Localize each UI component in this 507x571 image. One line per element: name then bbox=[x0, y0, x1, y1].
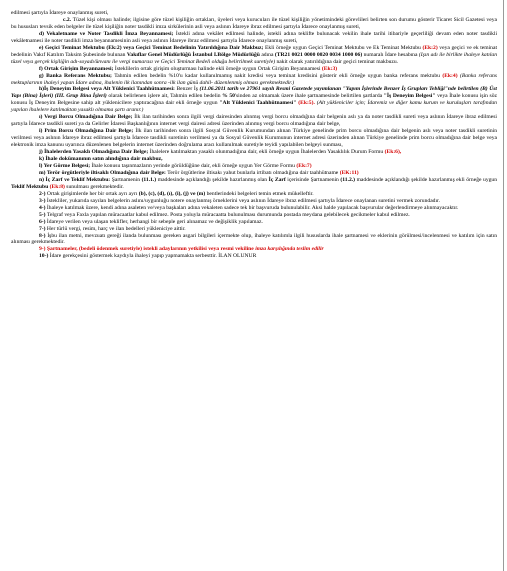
text-segment: Terör örgütlerine iltisakı yahut bunlarla irtibatı olmadığına dair taahhütname bbox=[167, 169, 340, 176]
text-segment: Tüzel kişi olması halinde; ilgisine göre tüzel kişiliğin ortakları, üyeleri veya kurucuları ile tüzel kişiliğin yönetimindeki görevlileri belirten son durumu gösterir Ticaret Sicil Gazetesi veya bu hususları tevsik eden belgeler ile tüzel kişiliğin noter tasdikli imza sirkülerinin asli veya aslının İdareye ibraz edilmesi şartıyla İdarece onaylanmış sureti, bbox=[11, 16, 497, 30]
text-segment: Her türlü vergi, resim, harç ve ilan bedelleri yükleniciye aittir. bbox=[46, 225, 186, 232]
text-segment: (11.1.) bbox=[141, 176, 157, 183]
text-segment: Telgraf veya Faxla yapılan müracaatlar kabul edilmez. Posta yoluyla müracaatta bulunulması durumunda postada meydana gelebilecek gecikmeler kabul edilmez. bbox=[46, 211, 410, 218]
text-segment: (Ek:5). bbox=[298, 100, 315, 107]
text-segment: İşbu ilan metni, mevzuatı gereği ilanda bulunması gereken asgari bilgileri içermekte olup, ihaleye katılımla ilgili hususlarda ihale şartnamesi ve eklerinin görülmesi/incelenmesi ve katılım için satın alınması gerekmektedir. bbox=[11, 232, 497, 246]
text-segment: (Ek:7) bbox=[296, 162, 312, 169]
text-segment: İstekli adına vekâlet edilmesi halinde, istekli adına teklifte bulunacak vekilin ihale tarihi itibariyle geçerliliği devam eden noter tasdikli vekâletnamesi ile noter tasdikli imza beyannamesinin asli veya aslının İdareye ibraz edilmesi şartıyla İdarece onaylanmış sureti, bbox=[11, 30, 497, 44]
text-segment: 9-) Şartnameler, (bedeli ödenmek suretiyle) istekli adaylarının yetkilisi veya resmi vekiline bbox=[39, 246, 256, 253]
text-segment: İlk ilan tarihinden sonra ilgili vergi dairesinden alınmış vergi borcu olmadığına dair belgenin aslı ya da noter tasdikli sureti veya aslının İdareye ibraz edilmesi şartıyla İdarece tasdikli sureti ya da Gelirler İdaresi Başkanlığının internet vergi dairesi adresi üzerinden alınmış vergi borcu olmadığına dair belge, bbox=[11, 114, 497, 128]
text-segment: (b), (c), (d), (ı), (i), (j) ve (m) bbox=[138, 190, 206, 197]
paragraph-l3 bbox=[11, 45, 497, 66]
text-segment: İsteklilerin ortak girişim oluşturması halinde ekli örneğe uygun Ortak Girişim Beyannamesi bbox=[114, 65, 322, 72]
text-segment: Vakıflar Genel Müdürlüğü İstanbul I.Bölge Müdürlüğü bbox=[126, 51, 260, 58]
text-segment: (TR21 0021 0000 0020 0034 1000 06) bbox=[274, 51, 363, 58]
paragraph-l12 bbox=[11, 170, 497, 177]
text-segment: Teklif Mektubu bbox=[11, 183, 49, 190]
text-segment: n) İç Zarf ve Teklif Mektubu: bbox=[39, 176, 112, 183]
paragraph-l13 bbox=[11, 177, 497, 191]
text-segment: İstekliler, yukarıda sayılan belgelerin aslını/uygunluğu notere onaylanmış örneklerini veya aslının İdareye ibraz edilmesi şartıyla İdarece onaylanan suretini vermek zorundadır. bbox=[46, 197, 440, 204]
paragraph-l20 bbox=[11, 233, 497, 247]
text-segment: İç Zarf bbox=[268, 176, 286, 183]
paragraph-l19 bbox=[11, 226, 497, 233]
paragraph-l11 bbox=[11, 163, 497, 170]
text-segment: 10-) bbox=[39, 253, 50, 260]
text-segment: (Ek:2) bbox=[422, 44, 438, 51]
text-segment: c.2. bbox=[63, 16, 73, 23]
text-segment: (EK:11) bbox=[339, 169, 359, 176]
text-segment: (Ek:4) bbox=[442, 72, 458, 79]
paragraph-l16 bbox=[11, 205, 497, 212]
paragraph-l7 bbox=[11, 114, 497, 128]
text-segment: 3-) bbox=[39, 197, 47, 204]
text-segment: 8-) bbox=[39, 232, 48, 239]
text-segment: olarak belirlenen işlere ait, Tahmin edilen bedelin bbox=[106, 93, 223, 100]
text-segment: veya İhale konusu işin söz konusu İş Deneyim Belgesine sahip alt yüklenicilere yaptıracağına dair ekli örneğe uygun bbox=[11, 93, 497, 107]
text-segment: 2-) bbox=[39, 190, 47, 197]
text-segment: edilmesi şartıyla İdareye onaylanmış sureti, bbox=[11, 10, 109, 16]
text-segment: Ekli örneğe uygun Geçici Teminat Mektubu ve Ek Teminat Mektubu bbox=[265, 44, 423, 51]
text-segment: e) Geçici Teminat Mektubu (Ek:2) veya Geçici Teminat Bedelinin Yatırıldığına Dair Makbuz; bbox=[39, 44, 266, 51]
text-segment: İhalelere katılmaktan yasaklı olunmadığına dair, ekli örneğe uygun İhalelerden Yasaklılık Durum Formu bbox=[149, 149, 385, 156]
text-segment: k) İhale dokümanının satın alındığına dair makbuz, bbox=[39, 156, 163, 163]
text-segment: imza karşılığında teslim edilir bbox=[255, 246, 324, 253]
text-segment: veya geçici ve ek teminat bedelinin Vakıf Katılım Taksim Şubesinde bulunan bbox=[11, 44, 497, 58]
text-segment: (11.06.2011 tarih ve 27961 sayılı Resmi Gazetede yayımlanan "Yapım İşlerinde Benzer İş Grupları Tebliği"nde belirtilen (B) Üst Yapı (Bina) İşleri) (III. Grup Bina İşleri) bbox=[11, 86, 497, 100]
text-segment: 5-) bbox=[39, 211, 47, 218]
paragraph-l15 bbox=[11, 198, 497, 205]
page-edge-line bbox=[503, 0, 504, 571]
text-segment: m) Terör örgütleriyle iltisaklı Olmadığına dair Belge: bbox=[39, 169, 168, 176]
text-segment: l) Yer Görme Belgesi; bbox=[39, 162, 92, 169]
text-segment: 'sinden az olmamak üzere ihale şartnamesinde belirtilen şartlarda bbox=[234, 93, 384, 100]
text-segment: adına bbox=[259, 51, 275, 58]
paragraph-l4 bbox=[11, 66, 497, 73]
paragraph-l10 bbox=[11, 156, 497, 163]
text-segment: j) İhalelerden Yasaklı Olmadığına Dair Belge; bbox=[39, 149, 150, 156]
text-segment: İdareye verilen veya ulaşan teklifler, herhangi bir sebeple geri alınamaz ve değişiklik yapılamaz. bbox=[46, 218, 263, 225]
paragraph-l6 bbox=[11, 86, 497, 114]
text-segment: maddesinde açıklandığı şekilde hazırlanmış ekli örneğe uygun bbox=[355, 176, 498, 183]
paragraph-l14 bbox=[11, 191, 497, 198]
paragraph-l1 bbox=[11, 17, 497, 31]
text-segment: İlk ilan tarihinden sonra ilgili Sosyal Güvenlik Kurumundan alınan Türkiye genelinde prim borcu olmadığına dair belgenin aslı veya noter tasdikli suretinin verilmesi veya aslının İdareye ibraz edilmesi şartıyla İdarece tasdikli suretinin verilmesi ya da Sosyal Güvenlik Kurumunun internet adresi üzerinden alınan Türkiye genelinde prim borcu olmadığına dair belge veya elektronik imza kanunu uyarınca düzenlenen belgelerin internet üzerinden doğrulama aracı kullanılmak suretiyle teyidi yapılabilen belgeyi sunması, bbox=[11, 128, 497, 149]
paragraph-l17 bbox=[11, 212, 497, 219]
paragraph-l9 bbox=[11, 149, 497, 156]
text-segment: d) Vekaletname ve Noter Tasdikli İmza Beyannamesi; bbox=[39, 30, 176, 37]
text-segment: sunulması gerekmektedir. bbox=[64, 183, 124, 190]
text-segment: maddesinde açıklandığı şekilde hazırlanmış olan bbox=[156, 176, 269, 183]
text-segment: İhaleye katılmak üzere, kendi adına asaleten ve/veya başkaları adına vekaleten sadece tek bir başvuruda bulunulabilir. Aksi halde yapılacak başvurular değerlendirmeye alınmayacaktır. bbox=[46, 204, 459, 211]
text-segment: % 50 bbox=[222, 93, 235, 100]
text-segment: Ortak girişimlerde her bir ortak ayrı ayrı bbox=[46, 190, 139, 197]
paragraph-l0 bbox=[11, 10, 497, 17]
text-segment: i) Prim Borcu Olmadığına Dair Belge; bbox=[39, 128, 136, 135]
text-segment: (Banka referans mektuplarının ihaleyi yapan İdare adına, ihalenin ilk ilanından sonra -ilk ilan günü dahil- düzenlenmiş olması gerekmektedir.) bbox=[11, 72, 497, 86]
text-segment: (Alt yükleniciler için; İdaremiz ve diğer kamu kurum ve kuruluşları tarafından yapılan ihalelere katılmaktan yasaklı olmama şartı aranır.) bbox=[11, 100, 497, 114]
text-segment: bentlerindeki belgeleri temin etmek mükelleftir. bbox=[205, 190, 314, 197]
text-segment: f) Ortak Girişim Beyannamesi; bbox=[39, 65, 115, 72]
text-segment: Benzer İş bbox=[176, 86, 200, 93]
text-segment: 7-) bbox=[39, 225, 47, 232]
text-segment: içerisinde Şartnamenin bbox=[285, 176, 341, 183]
text-segment: İdare gerekçesini göstermek kaydıyla ihaleyi yapıp yapmamakta serbesttir. İLAN OLUNUR bbox=[49, 253, 257, 260]
text-segment: 4-) bbox=[39, 204, 47, 211]
text-segment: (Işın adı ile birlikte ihaleye katılan tüzel veya gerçek kişiliğin adı-soyadı/ünvanı ile vergi numarası ve Geçici Teminat Bedeli olduğu belirtilmek suretiyle) bbox=[11, 51, 497, 65]
paragraph-l18 bbox=[11, 219, 497, 226]
text-segment: İhale konusu taşınmazların yerinde görüldüğüne dair, ekli örneğe uygun Yer Görme Formu bbox=[91, 162, 297, 169]
text-segment: g) Banka Referans Mektubu; bbox=[39, 72, 115, 79]
paragraph-l2 bbox=[11, 31, 497, 45]
text-segment: numaralı İdare hesabına bbox=[362, 51, 419, 58]
text-segment: nakit olarak yatırıldığına dair geçici teminat makbuzu. bbox=[275, 58, 399, 65]
text-segment: (11.2.) bbox=[340, 176, 356, 183]
text-segment: ı) Vergi Borcu Olmadığına Dair Belge; bbox=[39, 114, 135, 121]
text-segment: (Ek:8) bbox=[49, 183, 65, 190]
text-segment: "Alt Yüklenici Taahhütnamesi" bbox=[219, 100, 297, 107]
paragraph-l22 bbox=[11, 253, 497, 260]
text-segment: Şartnamenin bbox=[111, 176, 142, 183]
paragraph-l8 bbox=[11, 128, 497, 149]
paragraph-l5 bbox=[11, 73, 497, 87]
text-segment: Tahmin edilen bedelin %10'u kadar kullanılmamış nakit kredisi veya teminat kredisini gösterir ekli örneğe uygun banka referans mektubu bbox=[114, 72, 443, 79]
text-segment: (Ek:3) bbox=[321, 65, 338, 72]
tender-announcement-text bbox=[11, 10, 497, 260]
text-segment: "İş Deneyim Belgesi" bbox=[383, 93, 436, 100]
text-segment: (Ek:6), bbox=[384, 149, 402, 156]
text-segment: h)İş Deneyim Belgesi veya Alt Yüklenici Taahhütnamesi: bbox=[39, 86, 177, 93]
text-segment: 6-) bbox=[39, 218, 47, 225]
